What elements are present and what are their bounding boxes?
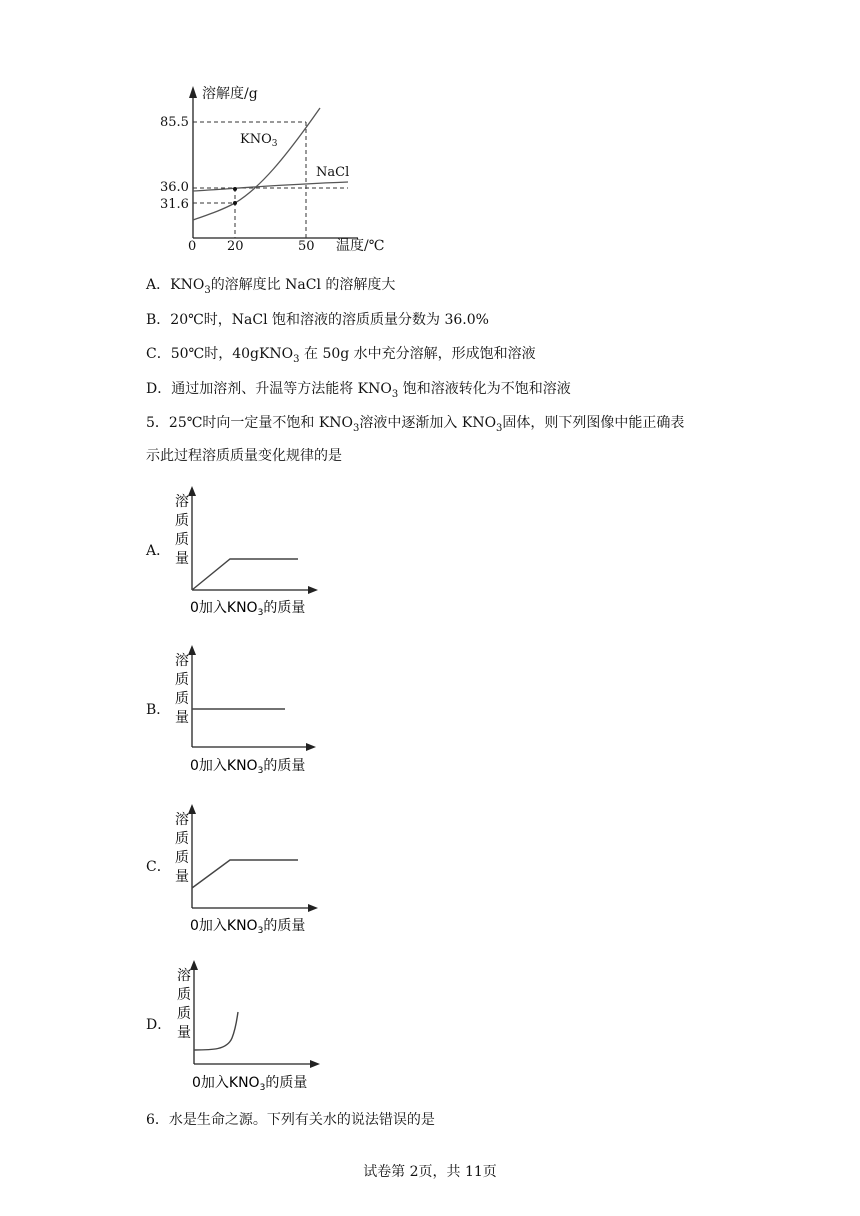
- svg-text:量: 量: [175, 710, 189, 726]
- svg-text:量: 量: [175, 551, 189, 567]
- svg-text:质: 质: [177, 1006, 191, 1022]
- svg-text:质: 质: [175, 850, 189, 866]
- svg-text:质: 质: [175, 831, 189, 847]
- svg-text:溶: 溶: [175, 653, 189, 669]
- graph-d-letter: D．: [146, 1017, 172, 1033]
- graph-a-line: [192, 559, 298, 590]
- y-axis-label: 溶解度/g: [202, 86, 258, 102]
- graph-c: [170, 802, 330, 938]
- graph-a-letter: A．: [146, 543, 171, 559]
- x-tick-0: 0: [188, 239, 197, 254]
- nacl-label: NaCl: [316, 165, 350, 180]
- solubility-chart: [150, 78, 390, 260]
- svg-text:量: 量: [175, 869, 189, 885]
- y-tick-85-5: 85.5: [160, 115, 189, 130]
- graph-c-letter: C．: [146, 859, 171, 875]
- q5-stem-line1: 5．25℃时向一定量不饱和 $KNO_3$溶液中逐渐加入 $KNO_3$固体，则下列图像中能正确表: [146, 415, 685, 434]
- graph-c-line: [192, 860, 298, 888]
- svg-text:溶: 溶: [175, 812, 189, 828]
- y-tick-36-0: 36.0: [160, 180, 189, 195]
- svg-text:质: 质: [175, 513, 189, 529]
- x-tick-50: 50: [298, 239, 315, 254]
- kno3-curve: [193, 108, 320, 220]
- x-tick-20: 20: [227, 239, 244, 254]
- svg-text:质: 质: [175, 672, 189, 688]
- q4-option-a: A．$KNO_3$的溶解度比 NaCl 的溶解度大: [146, 277, 396, 296]
- page-footer: 试卷第 2页，共 11页: [363, 1164, 497, 1180]
- svg-text:质: 质: [177, 987, 191, 1003]
- y-axis-arrow: [189, 86, 197, 98]
- svg-text:量: 量: [177, 1025, 191, 1041]
- x-axis-label: 温度/℃: [336, 238, 385, 254]
- point-20-31-6: [233, 201, 237, 205]
- svg-text:0加入KNO3的质量: 0加入$KNO_3$的质量: [192, 1075, 308, 1093]
- svg-text:溶: 溶: [177, 968, 191, 984]
- q4-option-c: C．50℃时，40gKNO$_3$ 在 50g 水中充分溶解，形成饱和溶液: [146, 346, 536, 365]
- q4-option-b: B．20℃时，NaCl 饱和溶液的溶质质量分数为 36.0%: [146, 312, 489, 328]
- q5-stem-line2: 示此过程溶质质量变化规律的是: [146, 448, 342, 464]
- graph-d-curve: [194, 1012, 238, 1050]
- svg-text:0加入KNO3的质量: 0加入$KNO_3$的质量: [190, 600, 306, 618]
- graph-d: [172, 958, 332, 1094]
- kno3-label: $KNO_3$: [240, 132, 278, 149]
- svg-text:质: 质: [175, 691, 189, 707]
- y-tick-31-6: 31.6: [160, 197, 189, 212]
- svg-text:质: 质: [175, 532, 189, 548]
- point-20-36: [233, 187, 237, 191]
- svg-text:0加入KNO3的质量: 0加入$KNO_3$的质量: [190, 758, 306, 776]
- graph-b: [170, 643, 330, 779]
- svg-text:0加入KNO3的质量: 0加入$KNO_3$的质量: [190, 918, 306, 936]
- graph-a: [170, 484, 330, 620]
- svg-text:溶: 溶: [175, 494, 189, 510]
- q4-option-d: D．通过加溶剂、升温等方法能将 $KNO_3$ 饱和溶液转化为不饱和溶液: [146, 381, 571, 400]
- q6-stem: 6．水是生命之源。下列有关水的说法错误的是: [146, 1112, 435, 1128]
- nacl-curve: [193, 182, 348, 191]
- graph-b-letter: B．: [146, 702, 171, 718]
